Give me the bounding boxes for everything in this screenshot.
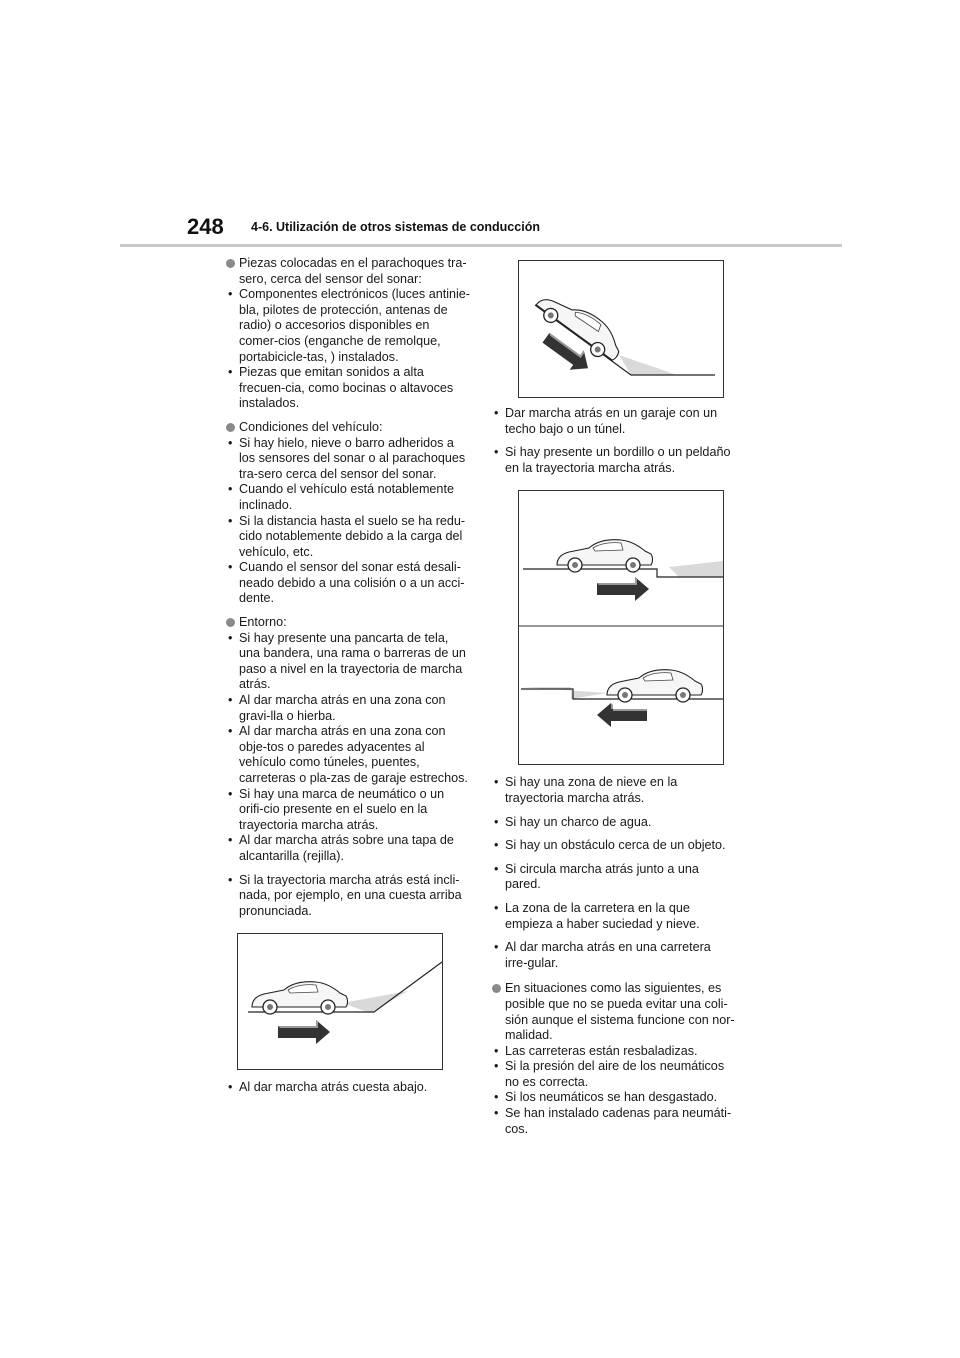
bullet-dot-icon — [226, 423, 235, 432]
sensor-beam — [669, 561, 723, 577]
list-item: • Al dar marcha atrás en una carretera irre-gular. — [492, 940, 736, 971]
item-list — [492, 775, 736, 971]
list-item: • Si hay un charco de agua. — [492, 815, 736, 831]
arrow-left-icon — [597, 703, 647, 727]
page-header — [0, 0, 960, 250]
arrow-right-icon — [597, 577, 649, 601]
group-heading — [226, 256, 470, 287]
list-item: • Al dar marcha atrás en una zona con gravi-lla o hierba. — [226, 693, 470, 724]
group-unavoidable-collision — [492, 981, 736, 1137]
list-item: • Si hay hielo, nieve o barro adheridos a los sensores del sonar o al parachoques tra-sero cerca del sensor del sonar. — [226, 436, 470, 483]
group-heading — [226, 615, 470, 631]
list-item: • Si hay un obstáculo cerca de un objeto. — [492, 838, 736, 854]
list-item: • Al dar marcha atrás en una zona con obje-tos o paredes adyacentes al vehículo como túneles, puentes, carreteras o pla-zas de garaje estrechos. — [226, 724, 470, 786]
item-list — [492, 1044, 736, 1138]
left-column — [226, 256, 470, 1096]
list-item: • Si hay una marca de neumático o un orifi-cio presente en el suelo en la trayectoria marcha atrás. — [226, 787, 470, 834]
curb-step-illustration — [519, 491, 723, 764]
item-list — [226, 1080, 470, 1096]
car-icon — [252, 982, 348, 1014]
list-item: • Si la trayectoria marcha atrás está incli-nada, por ejemplo, en una cuesta arriba pronunciada. — [226, 873, 470, 920]
bullet-dot-icon — [226, 618, 235, 627]
group-heading-text: Piezas colocadas en el parachoques tra-sero, cerca del sensor del sonar: — [239, 256, 467, 286]
item-list — [226, 631, 470, 865]
list-item: • La zona de la carretera en la que empieza a haber suciedad y nieve. — [492, 901, 736, 932]
list-item: • Si hay presente una pancarta de tela, una bandera, una rama o barreras de un paso a nivel en la trayectoria de marcha atrás. — [226, 631, 470, 693]
section-title: 4-6. Utilización de otros sistemas de conducción — [251, 220, 540, 234]
group-bumper-parts — [226, 256, 470, 412]
car-icon — [532, 284, 628, 366]
list-item: • Piezas que emitan sonidos a alta frecuen-cia, como bocinas o altavoces instalados. — [226, 365, 470, 412]
bullet-dot-icon — [226, 259, 235, 268]
uphill-illustration — [238, 934, 442, 1069]
list-item: • Si la presión del aire de los neumáticos no es correcta. — [492, 1059, 736, 1090]
group-heading-text: Condiciones del vehículo: — [239, 419, 383, 434]
group-environment — [226, 615, 470, 865]
item-list — [226, 287, 470, 412]
list-item: • Cuando el vehículo está notablemente inclinado. — [226, 482, 470, 513]
item-list — [226, 873, 470, 920]
item-list — [492, 406, 736, 476]
group-heading-text: Entorno: — [239, 615, 287, 630]
list-item: • Al dar marcha atrás sobre una tapa de alcantarilla (rejilla). — [226, 833, 470, 864]
list-item: • Las carreteras están resbaladizas. — [492, 1044, 736, 1060]
page-number: 248 — [187, 214, 224, 239]
uphill-reversing-figure — [237, 933, 443, 1070]
group-vehicle-conditions — [226, 420, 470, 607]
list-item: • Cuando el sensor del sonar está desali-neado debido a una colisión o a un acci-dente. — [226, 560, 470, 607]
bullet-dot-icon — [492, 984, 501, 993]
car-icon — [607, 670, 703, 702]
list-item: • Dar marcha atrás en un garaje con un techo bajo o un túnel. — [492, 406, 736, 437]
item-list — [226, 436, 470, 608]
right-column — [492, 256, 736, 1145]
list-item: • Si circula marcha atrás junto a una pared. — [492, 862, 736, 893]
list-item: • Si hay presente un bordillo o un peldaño en la trayectoria marcha atrás. — [492, 445, 736, 476]
list-item: • Se han instalado cadenas para neumáti-cos. — [492, 1106, 736, 1137]
list-item: • Si la distancia hasta el suelo se ha redu-cido notablemente debido a la carga del vehículo, etc. — [226, 514, 470, 561]
downhill-reversing-figure — [518, 260, 724, 398]
list-item: • Al dar marcha atrás cuesta abajo. — [226, 1080, 470, 1096]
group-heading-text: En situaciones como las siguientes, es posible que no se pueda evitar una coli-sión aunque el sistema funcione con nor-malidad. — [505, 981, 735, 1043]
arrow-right-icon — [278, 1020, 330, 1044]
list-item: • Si los neumáticos se han desgastado. — [492, 1090, 736, 1106]
downhill-illustration — [519, 261, 723, 397]
car-icon — [557, 540, 653, 572]
group-heading — [492, 981, 736, 1043]
curb-step-figure — [518, 490, 724, 765]
list-item: • Si hay una zona de nieve en la trayectoria marcha atrás. — [492, 775, 736, 806]
list-item: • Componentes electrónicos (luces antinie-bla, pilotes de protección, antenas de radio) o accesorios disponibles en comer-cios (enganche de remolque, portabicicle-tas, ) instalados. — [226, 287, 470, 365]
group-heading — [226, 420, 470, 436]
header-rule — [120, 244, 842, 247]
